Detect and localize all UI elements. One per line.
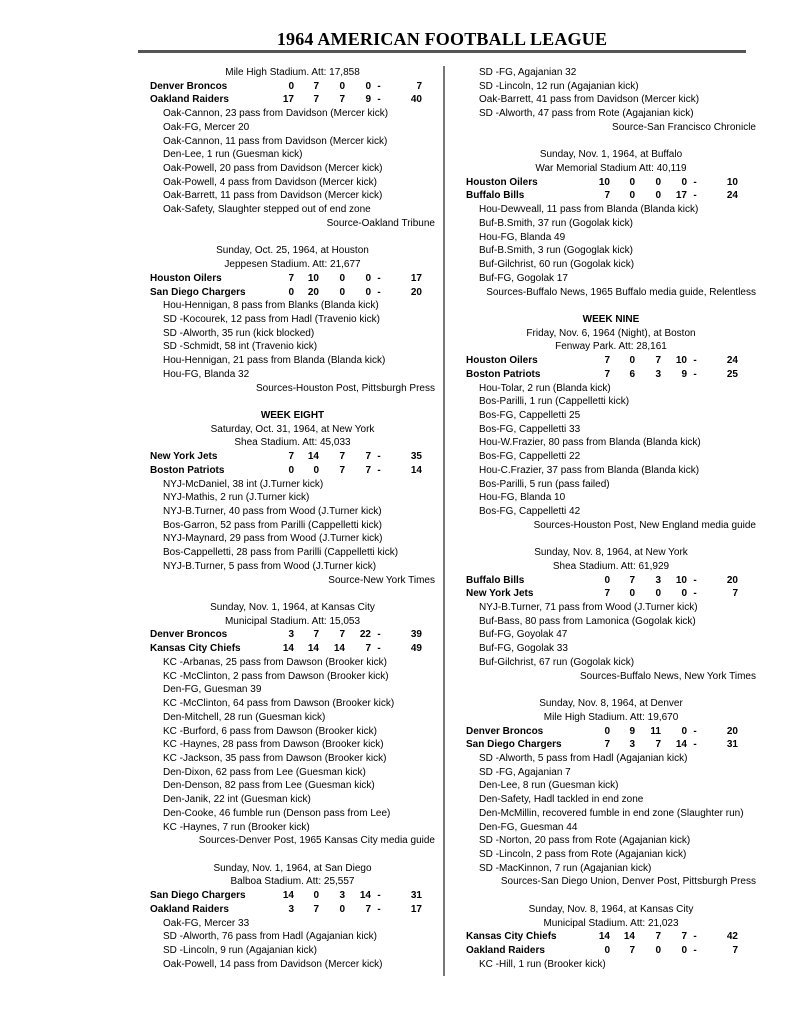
scoring-play: Oak-Barrett, 41 pass from Davidson (Mercer kick) xyxy=(479,94,700,106)
final-score: 42 xyxy=(726,931,738,943)
game-info-line: Sunday, Nov. 8, 1964, at Denver xyxy=(539,698,683,710)
score-dash: - xyxy=(377,286,381,298)
team-score-row xyxy=(150,286,435,300)
score-dash: - xyxy=(377,272,381,284)
scoring-play: Bos-FG, Cappelletti 33 xyxy=(479,423,581,435)
final-score: 20 xyxy=(726,725,738,737)
quarter-score: 9 xyxy=(629,725,635,737)
game-info-line: Sunday, Nov. 1, 1964, at San Diego xyxy=(213,862,372,874)
quarter-score: 14 xyxy=(282,890,294,902)
quarter-score: 10 xyxy=(307,272,319,284)
scoring-play: SD -Alworth, 76 pass from Hadl (Agajanian kick) xyxy=(163,931,377,943)
source-line: Source-Oakland Tribune xyxy=(326,217,435,229)
quarter-score: 3 xyxy=(288,903,294,915)
scoring-play: Buf-Gilchrist, 60 run (Gogolak kick) xyxy=(479,259,635,271)
final-score: 24 xyxy=(726,190,738,202)
quarter-score: 0 xyxy=(629,355,635,367)
quarter-score: 0 xyxy=(655,176,661,188)
scoring-play: KC -Arbanas, 25 pass from Dawson (Brooker kick) xyxy=(163,656,387,668)
quarter-score: 7 xyxy=(339,629,345,641)
quarter-score: 7 xyxy=(629,945,635,956)
scoring-play: Den-FG, Guesman 44 xyxy=(479,821,578,833)
source-line: Source-San Francisco Chronicle xyxy=(612,121,756,133)
quarter-score: 0 xyxy=(681,945,687,956)
scoring-play: SD -Lincoln, 9 run (Agajanian kick) xyxy=(163,945,317,956)
scoring-play: Oak-FG, Mercer 33 xyxy=(163,917,250,929)
score-dash: - xyxy=(693,945,697,956)
scoring-play: SD -Lincoln, 2 pass from Rote (Agajanian kick) xyxy=(479,848,687,860)
final-score: 20 xyxy=(410,286,422,298)
quarter-score: 7 xyxy=(655,355,661,367)
scoring-play: SD -Lincoln, 12 run (Agajanian kick) xyxy=(479,80,639,92)
quarter-score: 7 xyxy=(339,94,345,106)
quarter-score: 6 xyxy=(629,368,635,380)
scoring-play: Hou-Dewveall, 11 pass from Blanda (Blanda kick) xyxy=(479,204,699,216)
quarter-score: 9 xyxy=(681,368,687,380)
scoring-play: Bos-FG, Cappelletti 25 xyxy=(479,409,581,421)
quarter-score: 11 xyxy=(650,725,661,737)
quarter-score: 10 xyxy=(598,176,610,188)
scoring-play: KC -Haynes, 28 pass from Dawson (Brooker kick) xyxy=(163,739,384,751)
game-info-line: Shea Stadium. Att: 45,033 xyxy=(234,437,351,449)
score-dash: - xyxy=(693,355,697,367)
scoring-play: Hou-FG, Blanda 49 xyxy=(479,231,566,243)
final-score: 49 xyxy=(410,643,422,655)
scoring-play: Hou-Hennigan, 21 pass from Blanda (Blanda kick) xyxy=(163,355,386,367)
quarter-score: 0 xyxy=(629,588,635,600)
source-line: Sources-Houston Post, New England media guide xyxy=(533,519,756,531)
final-score: 7 xyxy=(732,945,738,956)
quarter-score: 3 xyxy=(655,368,661,380)
spacer xyxy=(150,587,435,601)
team-score-row xyxy=(466,930,756,944)
scoring-play: Bos-Parilli, 1 run (Cappelletti kick) xyxy=(479,396,630,408)
team-name: Buffalo Bills xyxy=(466,190,525,202)
team-score-row xyxy=(150,628,435,642)
team-name: New York Jets xyxy=(466,588,534,600)
score-dash: - xyxy=(693,574,697,586)
game-info-line: War Memorial Stadium Att: 40,119 xyxy=(535,163,687,175)
quarter-score: 7 xyxy=(365,903,371,915)
team-name: Oakland Raiders xyxy=(150,94,229,106)
team-name: Buffalo Bills xyxy=(466,574,525,586)
scoring-play: Buf-Gilchrist, 67 run (Gogolak kick) xyxy=(479,656,635,668)
quarter-score: 14 xyxy=(282,643,294,655)
right-column xyxy=(466,66,756,971)
scoring-play: SD -Alworth, 35 run (kick blocked) xyxy=(163,327,315,339)
scoring-play: Den-Safety, Hadl tackled in end zone xyxy=(479,794,644,806)
scoring-play: SD -Alworth, 5 pass from Hadl (Agajanian kick) xyxy=(479,752,688,764)
quarter-score: 0 xyxy=(629,190,635,202)
quarter-score: 14 xyxy=(333,643,345,655)
quarter-score: 0 xyxy=(339,286,345,298)
spacer xyxy=(466,135,756,149)
final-score: 39 xyxy=(410,629,422,641)
spacer xyxy=(466,889,756,903)
scoring-play: KC -Jackson, 35 pass from Dawson (Brooker kick) xyxy=(163,752,387,764)
quarter-score: 14 xyxy=(598,931,610,943)
score-dash: - xyxy=(377,643,381,655)
game-info-line: Municipal Stadium. Att: 21,023 xyxy=(543,917,679,929)
team-name: Oakland Raiders xyxy=(150,903,229,915)
team-score-row xyxy=(466,944,756,958)
week-heading: WEEK EIGHT xyxy=(260,409,325,421)
quarter-score: 0 xyxy=(339,903,345,915)
quarter-score: 14 xyxy=(307,643,319,655)
score-dash: - xyxy=(693,190,697,202)
scoring-play: SD -MacKinnon, 7 run (Agajanian kick) xyxy=(479,862,652,874)
scoring-play: Den-Lee, 1 run (Guesman kick) xyxy=(163,149,303,161)
scoring-play: Oak-Powell, 14 pass from Davidson (Mercer kick) xyxy=(163,958,383,970)
quarter-score: 7 xyxy=(655,739,661,751)
spacer xyxy=(150,395,435,409)
game-info-line: Balboa Stadium. Att: 25,557 xyxy=(230,876,355,888)
scoring-play: Oak-FG, Mercer 20 xyxy=(163,121,250,133)
scoring-play: Den-Lee, 8 run (Guesman kick) xyxy=(479,780,619,792)
team-score-row xyxy=(150,93,435,107)
team-name: Denver Broncos xyxy=(466,725,544,737)
column-divider xyxy=(443,66,445,976)
quarter-score: 7 xyxy=(313,903,319,915)
final-score: 31 xyxy=(726,739,738,751)
quarter-score: 14 xyxy=(307,451,319,463)
game-info-line: Sunday, Nov. 8, 1964, at New York xyxy=(534,547,688,559)
team-name: Houston Oilers xyxy=(150,272,222,284)
game-info-line: Shea Stadium. Att: 61,929 xyxy=(552,560,670,572)
scoring-play: Hou-Tolar, 2 run (Blanda kick) xyxy=(479,382,611,394)
scoring-play: Oak-Safety, Slaughter stepped out of end zone xyxy=(163,204,371,216)
game-info-line: Municipal Stadium. Att: 15,053 xyxy=(224,615,361,627)
quarter-score: 0 xyxy=(288,464,294,476)
quarter-score: 7 xyxy=(629,574,635,586)
week-heading: WEEK NINE xyxy=(582,313,640,325)
quarter-score: 7 xyxy=(604,190,610,202)
scoring-play: Buf-FG, Gogolak 33 xyxy=(479,643,568,655)
quarter-score: 3 xyxy=(655,574,661,586)
score-dash: - xyxy=(377,80,381,92)
quarter-score: 7 xyxy=(655,931,661,943)
game-info-line: Fenway Park. Att: 28,161 xyxy=(555,341,667,353)
scoring-play: Oak-Cannon, 23 pass from Davidson (Mercer kick) xyxy=(163,108,389,120)
scoring-play: KC -Hill, 1 run (Brooker kick) xyxy=(479,958,606,970)
quarter-score: 7 xyxy=(288,451,294,463)
team-name: San Diego Chargers xyxy=(466,739,562,751)
quarter-score: 7 xyxy=(365,643,371,655)
scoring-play: Den-Mitchell, 28 run (Guesman kick) xyxy=(163,711,326,723)
quarter-score: 7 xyxy=(313,94,319,106)
scoring-play: NYJ-B.Turner, 71 pass from Wood (J.Turner kick) xyxy=(479,602,698,614)
quarter-score: 7 xyxy=(604,368,610,380)
scoring-play: KC -Haynes, 7 run (Brooker kick) xyxy=(163,821,310,833)
quarter-score: 9 xyxy=(365,94,371,106)
quarter-score: 14 xyxy=(675,739,687,751)
team-name: New York Jets xyxy=(150,451,218,463)
quarter-score: 0 xyxy=(365,286,371,298)
team-score-row xyxy=(150,450,435,464)
quarter-score: 17 xyxy=(675,190,687,202)
scoring-play: Den-Cooke, 46 fumble run (Denson pass from Lee) xyxy=(163,807,391,819)
game-info-line: Sunday, Oct. 25, 1964, at Houston xyxy=(216,245,369,257)
quarter-score: 22 xyxy=(359,629,371,641)
quarter-score: 0 xyxy=(339,272,345,284)
team-name: Boston Patriots xyxy=(150,464,225,476)
team-score-row xyxy=(150,464,435,478)
scoring-play: Hou-FG, Blanda 32 xyxy=(163,368,250,380)
scoring-play: Hou-C.Frazier, 37 pass from Blanda (Blanda kick) xyxy=(479,464,700,476)
title-rule xyxy=(138,50,746,53)
team-score-row xyxy=(466,587,756,601)
source-line: Sources-San Diego Union, Denver Post, Pittsburgh Press xyxy=(500,876,756,888)
source-line: Sources-Buffalo News, 1965 Buffalo media guide, Relentless xyxy=(486,286,756,298)
final-score: 35 xyxy=(410,451,422,463)
spacer xyxy=(466,683,756,697)
game-info-line: Friday, Nov. 6, 1964 (Night), at Boston xyxy=(526,327,696,339)
quarter-score: 14 xyxy=(359,890,371,902)
scoring-play: Oak-Powell, 4 pass from Davidson (Mercer kick) xyxy=(163,176,377,188)
quarter-score: 17 xyxy=(282,94,294,106)
score-dash: - xyxy=(377,464,381,476)
scoring-play: Bos-FG, Cappelletti 22 xyxy=(479,451,581,463)
score-dash: - xyxy=(377,451,381,463)
scoring-play: SD -Kocourek, 12 pass from Hadl (Travenio kick) xyxy=(163,313,380,325)
source-line: Sources-Houston Post, Pittsburgh Press xyxy=(256,382,435,394)
scoring-play: NYJ-B.Turner, 5 pass from Wood (J.Turner kick) xyxy=(163,560,377,572)
game-info-line: Mile High Stadium. Att: 19,670 xyxy=(543,711,679,723)
quarter-score: 0 xyxy=(339,80,345,92)
quarter-score: 0 xyxy=(288,80,294,92)
score-dash: - xyxy=(693,176,697,188)
scoring-play: Oak-Barrett, 11 pass from Davidson (Mercer kick) xyxy=(163,190,383,202)
scoring-play: Den-McMillin, recovered fumble in end zone (Slaughter run) xyxy=(479,807,744,819)
quarter-score: 0 xyxy=(629,176,635,188)
quarter-score: 0 xyxy=(288,286,294,298)
score-dash: - xyxy=(693,588,697,600)
scoring-play: SD -FG, Agajanian 7 xyxy=(479,766,571,778)
quarter-score: 7 xyxy=(288,272,294,284)
team-score-row xyxy=(150,903,435,917)
team-name: Denver Broncos xyxy=(150,629,228,641)
scoring-play: Buf-Bass, 80 pass from Lamonica (Gogolak kick) xyxy=(479,615,696,627)
final-score: 14 xyxy=(410,464,422,476)
quarter-score: 7 xyxy=(604,739,610,751)
quarter-score: 0 xyxy=(604,574,610,586)
team-score-row xyxy=(466,738,756,752)
final-score: 31 xyxy=(410,890,422,902)
scoring-play: NYJ-McDaniel, 38 int (J.Turner kick) xyxy=(163,478,324,490)
page-title: 1964 AMERICAN FOOTBALL LEAGUE xyxy=(276,29,608,49)
team-score-row xyxy=(466,189,756,203)
quarter-score: 7 xyxy=(604,588,610,600)
team-score-row xyxy=(466,354,756,368)
scoring-play: Den-Dixon, 62 pass from Lee (Guesman kick) xyxy=(163,766,366,778)
final-score: 20 xyxy=(726,574,738,586)
scoring-play: Bos-Parilli, 5 run (pass failed) xyxy=(479,478,610,490)
game-info-line: Mile High Stadium. Att: 17,858 xyxy=(225,67,360,78)
spacer xyxy=(466,532,756,546)
scoring-play: Bos-FG, Cappelletti 42 xyxy=(479,506,581,517)
game-info-line: Sunday, Nov. 1, 1964, at Buffalo xyxy=(539,149,683,161)
team-score-row xyxy=(466,368,756,382)
scoring-play: NYJ-B.Turner, 40 pass from Wood (J.Turner kick) xyxy=(163,506,382,517)
quarter-score: 10 xyxy=(675,574,687,586)
team-score-row xyxy=(150,889,435,903)
scoring-play: SD -Schmidt, 58 int (Travenio kick) xyxy=(163,341,318,353)
quarter-score: 0 xyxy=(681,588,687,600)
spacer xyxy=(150,231,435,245)
scoring-play: KC -McClinton, 64 pass from Dawson (Brooker kick) xyxy=(163,698,395,710)
team-score-row xyxy=(150,272,435,286)
source-line: Sources-Buffalo News, New York Times xyxy=(579,670,756,682)
quarter-score: 0 xyxy=(365,272,371,284)
scoring-play: Den-FG, Guesman 39 xyxy=(163,684,262,696)
quarter-score: 20 xyxy=(307,286,319,298)
quarter-score: 7 xyxy=(365,451,371,463)
team-name: Denver Broncos xyxy=(150,80,228,92)
quarter-score: 7 xyxy=(339,464,345,476)
quarter-score: 0 xyxy=(655,588,661,600)
scoring-play: Buf-B.Smith, 37 run (Gogolak kick) xyxy=(479,217,633,229)
game-info-line: Sunday, Nov. 8, 1964, at Kansas City xyxy=(528,903,694,915)
quarter-score: 0 xyxy=(604,945,610,956)
quarter-score: 10 xyxy=(675,355,687,367)
score-dash: - xyxy=(377,94,381,106)
quarter-score: 3 xyxy=(288,629,294,641)
quarter-score: 0 xyxy=(655,190,661,202)
score-dash: - xyxy=(693,368,697,380)
left-column xyxy=(150,66,435,971)
quarter-score: 0 xyxy=(365,80,371,92)
scoring-play: Oak-Powell, 20 pass from Davidson (Mercer kick) xyxy=(163,163,383,175)
quarter-score: 0 xyxy=(313,890,319,902)
score-dash: - xyxy=(377,629,381,641)
final-score: 7 xyxy=(732,588,738,600)
scoring-play: Hou-W.Frazier, 80 pass from Blanda (Blanda kick) xyxy=(479,437,701,449)
source-line: Sources-Denver Post, 1965 Kansas City media guide xyxy=(198,835,435,847)
team-name: Boston Patriots xyxy=(466,368,541,380)
final-score: 25 xyxy=(726,368,738,380)
final-score: 17 xyxy=(410,272,422,284)
team-score-row xyxy=(466,176,756,190)
quarter-score: 7 xyxy=(365,464,371,476)
scoring-play: KC -Burford, 6 pass from Dawson (Brooker kick) xyxy=(163,725,377,737)
quarter-score: 7 xyxy=(339,451,345,463)
game-info-line: Sunday, Nov. 1, 1964, at Kansas City xyxy=(210,602,375,614)
quarter-score: 7 xyxy=(313,80,319,92)
team-score-row xyxy=(150,80,435,94)
scoring-play: Hou-Hennigan, 8 pass from Blanks (Blanda kick) xyxy=(163,300,379,312)
quarter-score: 7 xyxy=(681,931,687,943)
quarter-score: 3 xyxy=(339,890,345,902)
team-name: San Diego Chargers xyxy=(150,890,246,902)
spacer xyxy=(150,848,435,862)
scoring-play: Buf-B.Smith, 3 run (Gogoglak kick) xyxy=(479,245,633,257)
team-name: Houston Oilers xyxy=(466,355,538,367)
score-dash: - xyxy=(377,903,381,915)
scoring-play: SD -FG, Agajanian 32 xyxy=(479,67,577,78)
score-dash: - xyxy=(693,739,697,751)
scoring-play: Buf-FG, Gogolak 17 xyxy=(479,272,568,284)
quarter-score: 3 xyxy=(629,739,635,751)
spacer xyxy=(466,299,756,313)
quarter-score: 0 xyxy=(681,725,687,737)
scoring-play: Oak-Cannon, 11 pass from Davidson (Mercer kick) xyxy=(163,135,388,147)
team-name: Kansas City Chiefs xyxy=(150,643,241,655)
team-name: San Diego Chargers xyxy=(150,286,246,298)
scoring-play: Den-Janik, 22 int (Guesman kick) xyxy=(163,794,311,806)
scoring-play: Buf-FG, Goyolak 47 xyxy=(479,629,568,641)
quarter-score: 7 xyxy=(604,355,610,367)
final-score: 7 xyxy=(416,80,422,92)
quarter-score: 0 xyxy=(313,464,319,476)
game-info-line: Saturday, Oct. 31, 1964, at New York xyxy=(210,423,375,435)
team-name: Oakland Raiders xyxy=(466,945,545,956)
quarter-score: 7 xyxy=(313,629,319,641)
team-name: Houston Oilers xyxy=(466,176,538,188)
score-dash: - xyxy=(693,931,697,943)
quarter-score: 0 xyxy=(655,945,661,956)
team-score-row xyxy=(466,725,756,739)
scoring-play: KC -McClinton, 2 pass from Dawson (Brooker kick) xyxy=(163,670,389,682)
scoring-play: NYJ-Maynard, 29 pass from Wood (J.Turner kick) xyxy=(163,533,383,545)
scoring-play: Bos-Garron, 52 pass from Parilli (Cappelletti kick) xyxy=(163,519,382,531)
score-dash: - xyxy=(693,725,697,737)
final-score: 40 xyxy=(410,94,422,106)
team-name: Kansas City Chiefs xyxy=(466,931,557,943)
score-dash: - xyxy=(377,890,381,902)
quarter-score: 0 xyxy=(681,176,687,188)
team-score-row xyxy=(466,574,756,588)
source-line: Source-New York Times xyxy=(328,574,435,586)
scoring-play: NYJ-Mathis, 2 run (J.Turner kick) xyxy=(163,492,310,504)
final-score: 10 xyxy=(726,176,738,188)
quarter-score: 0 xyxy=(604,725,610,737)
scoring-play: Hou-FG, Blanda 10 xyxy=(479,492,566,504)
scoring-play: SD -Norton, 20 pass from Rote (Agajanian kick) xyxy=(479,835,691,847)
scoring-play: Den-Denson, 82 pass from Lee (Guesman kick) xyxy=(163,780,375,792)
scoring-play: SD -Alworth, 47 pass from Rote (Agajanian kick) xyxy=(479,108,694,120)
team-score-row xyxy=(150,642,435,656)
final-score: 24 xyxy=(726,355,738,367)
game-info-line: Jeppesen Stadium. Att: 21,677 xyxy=(224,259,361,271)
quarter-score: 14 xyxy=(623,931,635,943)
scoring-play: Bos-Cappelletti, 28 pass from Parilli (Cappelletti kick) xyxy=(163,547,399,559)
final-score: 17 xyxy=(410,903,422,915)
